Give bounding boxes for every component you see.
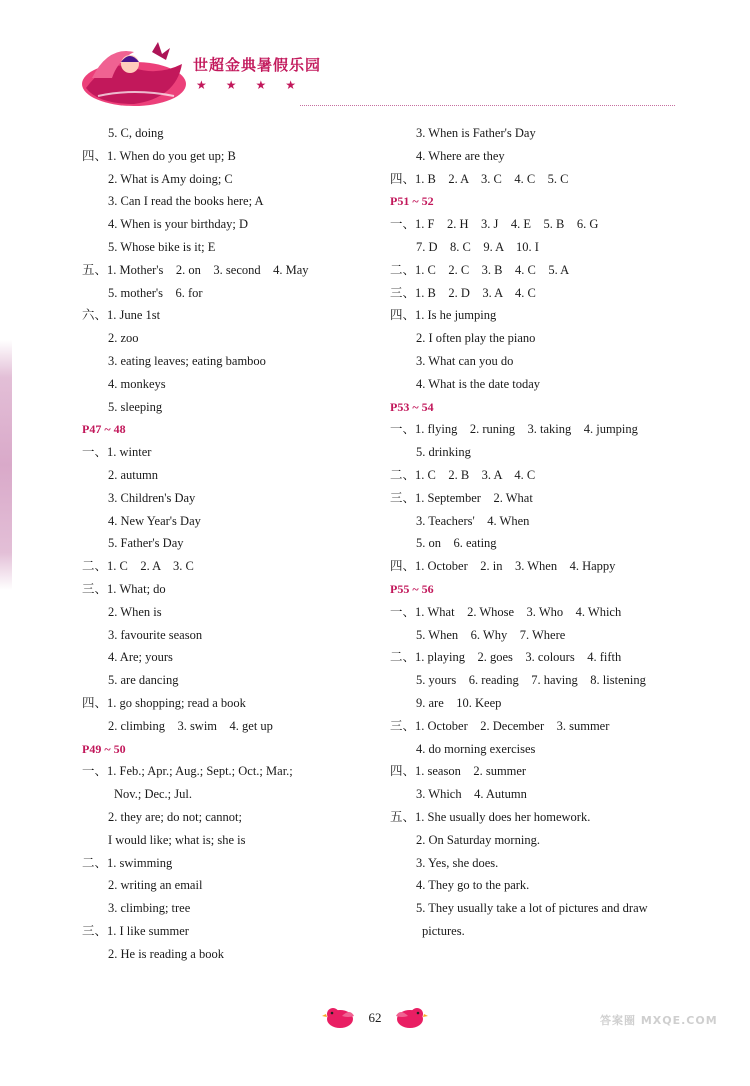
answer-line: 2. climbing 3. swim 4. get up [108,718,273,733]
section-heading: P47 ~ 48 [82,422,126,437]
answer-line: 四、1. B 2. A 3. C 4. C 5. C [390,171,569,186]
answer-line: 2. When is [108,604,162,619]
section-heading: P53 ~ 54 [390,399,434,414]
answer-line: 四、1. go shopping; read a book [82,695,246,710]
answer-line: 2. What is Amy doing; C [108,171,233,186]
answer-line: 2. writing an email [108,878,203,893]
answer-line: 三、1. October 2. December 3. summer [390,718,610,733]
answer-line: 一、1. Feb.; Apr.; Aug.; Sept.; Oct.; Mar.; [82,764,293,779]
answer-line: 4. Where are they [416,148,505,163]
answer-line: 5. are dancing [108,673,179,688]
answer-line: 一、1. flying 2. runing 3. taking 4. jumping [390,422,638,437]
answer-line: 4. New Year's Day [108,513,201,528]
answer-line: 五、1. She usually does her homework. [390,809,591,824]
answer-line: 2. zoo [108,331,139,346]
answer-line: 5. Whose bike is it; E [108,239,216,254]
answer-line: 3. Which 4. Autumn [416,787,527,802]
side-decoration-strip [0,340,12,590]
answer-line: 一、1. What 2. Whose 3. Who 4. Which [390,604,622,619]
answer-line: 3. Children's Day [108,490,196,505]
header-stars: ★ ★ ★ ★ [196,78,305,92]
answer-line: 5. Father's Day [108,536,184,551]
answer-line: 3. Teachers' 4. When [416,513,530,528]
answer-line: 3. favourite season [108,627,203,642]
answer-line: 三、1. September 2. What [390,490,533,505]
answer-line: 一、1. winter [82,445,152,460]
answer-line: 2. I often play the piano [416,331,536,346]
answer-line: 四、1. When do you get up; B [82,148,236,163]
answer-line: 二、1. C 2. C 3. B 4. C 5. A [390,262,570,277]
answer-line: 7. D 8. C 9. A 10. I [416,239,539,254]
bird-icon [394,1004,428,1030]
answer-line: 4. When is your birthday; D [108,217,249,232]
header-title: 世超金典暑假乐园 [193,56,322,74]
answer-line: Nov.; Dec.; Jul. [114,787,192,802]
answer-line: 5. drinking [416,445,471,460]
answer-line: 五、1. Mother's 2. on 3. second 4. May [82,262,309,277]
answer-line: 9. are 10. Keep [416,695,502,710]
answer-line: 2. autumn [108,467,158,482]
answer-line: 3. Can I read the books here; A [108,194,264,209]
answer-line: 四、1. Is he jumping [390,308,497,323]
answer-line: 5. When 6. Why 7. Where [416,627,566,642]
answer-line: 二、1. C 2. B 3. A 4. C [390,467,536,482]
header-logo-illustration [78,38,190,110]
answer-line: 三、1. B 2. D 3. A 4. C [390,285,536,300]
answer-column-left [82,122,382,965]
answer-line: 3. eating leaves; eating bamboo [108,353,266,368]
answer-line: 4. What is the date today [416,376,541,391]
watermark: 答案圈 MXQE.COM [600,1014,718,1027]
answer-line: 二、1. playing 2. goes 3. colours 4. fifth [390,650,622,665]
answer-line: 四、1. October 2. in 3. When 4. Happy [390,559,616,574]
answer-line: 二、1. swimming [82,855,173,870]
answer-line: 2. On Saturday morning. [416,832,540,847]
answer-line: 六、1. June 1st [82,308,161,323]
answer-line: 3. What can you do [416,353,514,368]
answer-line: 四、1. season 2. summer [390,764,527,779]
answer-line: 3. When is Father's Day [416,126,536,140]
answer-line: 4. monkeys [108,376,166,391]
answer-line: 2. they are; do not; cannot; [108,809,242,824]
answer-line: 三、1. What; do [82,581,166,596]
answer-line: 三、1. I like summer [82,923,189,938]
bird-icon [322,1004,356,1030]
answer-line: 3. climbing; tree [108,901,191,916]
answer-line: 5. C, doing [108,126,164,140]
answer-line: 二、1. C 2. A 3. C [82,559,194,574]
answer-line: 5. mother's 6. for [108,285,203,300]
section-heading: P51 ~ 52 [390,194,434,209]
answer-line: 5. sleeping [108,399,163,414]
answer-line: 2. He is reading a book [108,946,224,961]
page-number: 62 [368,1010,382,1025]
answer-line: 4. do morning exercises [416,741,536,756]
answer-column-right [390,122,690,943]
answer-line: 5. yours 6. reading 7. having 8. listening [416,673,646,688]
answer-line: 4. Are; yours [108,650,173,665]
answer-line: 一、1. F 2. H 3. J 4. E 5. B 6. G [390,217,599,232]
section-heading: P55 ~ 56 [390,581,434,596]
answer-line: pictures. [422,923,465,938]
answer-line: 5. on 6. eating [416,536,497,551]
header-divider [300,105,675,106]
answer-line: 3. Yes, she does. [416,855,499,870]
answer-line: I would like; what is; she is [108,832,246,847]
section-heading: P49 ~ 50 [82,741,126,756]
answer-line: 5. They usually take a lot of pictures and draw [416,901,648,916]
answer-line: 4. They go to the park. [416,878,530,893]
